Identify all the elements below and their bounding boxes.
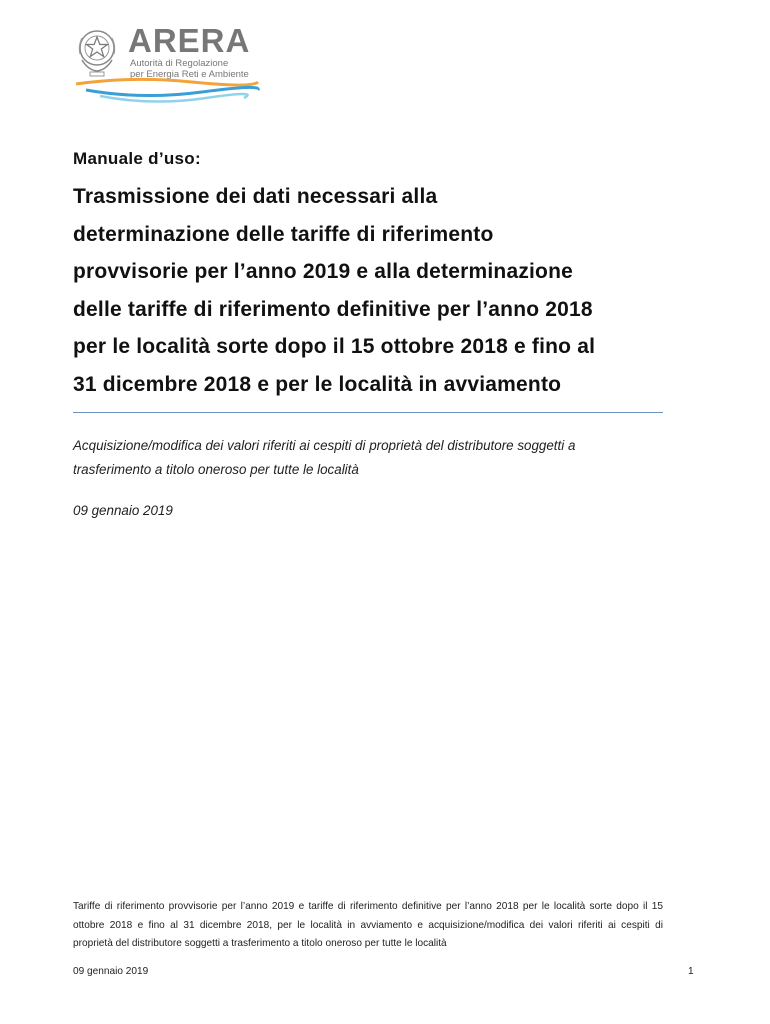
logo-name: ARERA [128,22,251,59]
footer-line: ottobre 2018 e fino al 31 dicembre 2018, per le località in avviamento e acquisizione/modifica dei valori riferiti ai cespiti di [73,919,663,931]
logo-subtitle-line-1: Autorità di Regolazione [130,58,229,69]
footer-date: 09 gennaio 2019 [73,966,149,977]
title-line: Trasmissione dei dati necessari alla [73,185,438,208]
italian-emblem-icon [74,24,120,80]
manual-label: Manuale d’uso: [73,149,201,168]
footer-line: Tariffe di riferimento provvisorie per l’anno 2019 e tariffe di riferimento definitive per l’anno 2018 per le località sorte dopo il 15 [73,901,663,912]
title-line: determinazione delle tariffe di riferimento [73,222,494,246]
document-date: 09 gennaio 2019 [73,503,173,518]
page-number: 1 [688,966,694,977]
subtitle-line: trasferimento a titolo oneroso per tutte le località [73,461,359,477]
subtitle-line: Acquisizione/modifica dei valori riferiti ai cespiti di proprietà del distributore soggetti a [73,438,576,453]
logo-subtitle-line-2: per Energia Reti e Ambiente [130,69,249,80]
footer-description [73,898,663,954]
title-line: 31 dicembre 2018 e per le località in avviamento [73,372,562,396]
title-line: delle tariffe di riferimento definitive per l’anno 2018 [73,297,593,321]
title-line: per le località sorte dopo il 15 ottobre 2018 e fino al [73,335,596,358]
document-subtitle [73,434,693,481]
footer-line: proprietà del distributore soggetti a trasferimento a titolo oneroso per tutte le località [73,938,447,949]
title-line: provvisorie per l’anno 2019 e alla determinazione [73,260,573,283]
title-divider [73,412,663,413]
logo-waves-icon [72,74,262,110]
document-title [73,178,693,403]
arera-logo [72,22,272,122]
